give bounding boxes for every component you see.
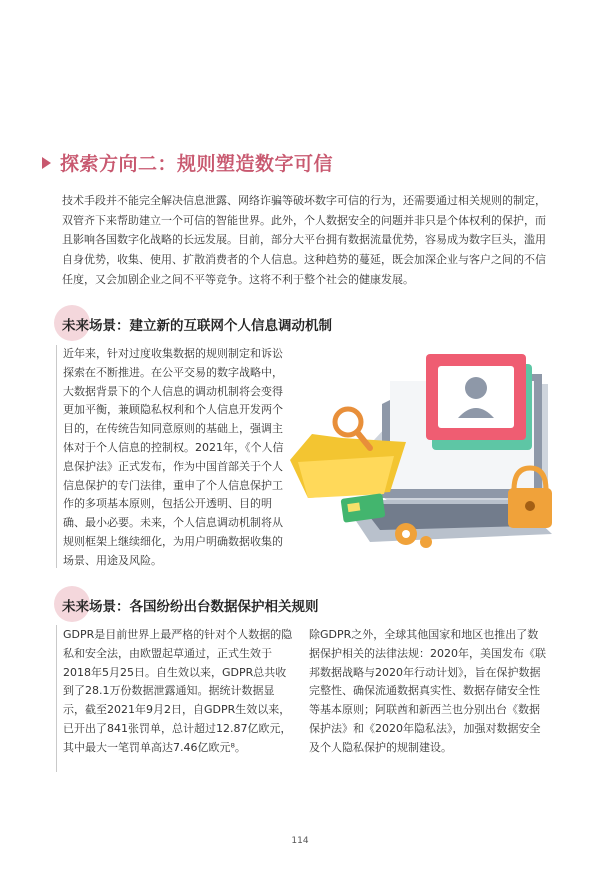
scenario2-body-left: GDPR是目前世界上最严格的针对个人数据的隐私和安全法，由欧盟起草通过，正式生效于2018年5月25日。自生效以来，GDPR总共收到了28.1万份数据泄露通知。据统计数据显示，截至2021年9月2日，自GDPR生效以来，已开出了841张罚单，总计超过12.87亿欧元，其中最大一笔罚单高达7.46亿欧元⁸。	[63, 628, 293, 754]
scenario1-divider	[56, 345, 57, 568]
scenario2-divider	[56, 625, 57, 772]
folder-icon	[290, 434, 406, 498]
intro-paragraph: 技术手段并不能完全解决信息泄露、网络诈骗等破坏数字可信的行为，还需要通过相关规则的制定，双管齐下来帮助建立一个可信的智能世界。此外，个人数据安全的问题并非只是个体权利的保护，而且影响各国数字化战略的长远发展。目前，部分大平台拥有数据流量优势，容易成为数字巨头，滥用自身优势，收集、使用、扩散消费者的个人信息。这种趋势的蔓延，既会加深企业与客户之间的不信任度，又会加剧企业之间不平等竞争。这将不利于整个社会的健康发展。	[62, 194, 546, 286]
scenario2-heading-text: 未来场景：各国纷纷出台数据保护相关规则	[62, 599, 319, 615]
scenario2-body-right: 除GDPR之外，全球其他国家和地区也推出了数据保护相关的法律法规：2020年，美国发布《联邦数据战略与2020年行动计划》，旨在保护数据完整性、确保流通数据真实性、数据存储安全性等基本原则；阿联酋和新西兰也分别出台《数据保护法》和《2020年隐私法》，加强对数据安全及个人隐私保护的规制建设。	[309, 628, 546, 754]
section-title	[42, 149, 333, 176]
id-card-icon	[426, 354, 532, 450]
scenario2-heading	[62, 594, 319, 616]
scenario1-body: 近年来，针对过度收集数据的规则制定和诉讼探索在不断推进。在公平交易的数字战略中，大数据背景下的个人信息的调动机制将会变得更加平衡，兼顾隐私权利和个人信息开发两个目的，在传统告知同意原则的基础上，强调主体对于个人信息的控制权。2021年，《个人信息保护法》正式发布，作为中国首部关于个人信息保护的专门法律，重申了个人信息保护工作的多项基本原则，包括公开透明、目的明确、最小必要。未来，个人信息调动机制将从规则框架上继续细化，为用户明确数据收集的场景、用途及风险。	[63, 347, 284, 567]
section-title-text: 探索方向二：规则塑造数字可信	[60, 153, 334, 175]
privacy-laptop-illustration	[286, 350, 556, 560]
scenario1-heading	[62, 313, 332, 335]
triangle-bullet-icon	[42, 157, 51, 169]
scenario1-heading-text: 未来场景：建立新的互联网个人信息调动机制	[62, 318, 332, 334]
page-number: 114	[291, 836, 309, 846]
